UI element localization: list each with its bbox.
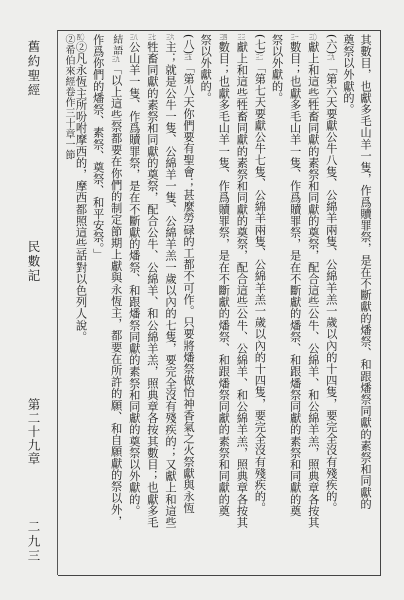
section-line <box>322 34 340 572</box>
verse-text: 祭以外獻的。 <box>199 34 213 104</box>
text-line <box>161 34 179 572</box>
section-number: (七) <box>253 34 267 55</box>
right-border <box>380 30 381 576</box>
text-line <box>232 34 250 572</box>
text-line <box>214 34 232 572</box>
section-line <box>250 34 268 572</box>
verse-number: 三四 <box>219 34 228 41</box>
verse-text: 作爲你們的燔祭、素祭、奠祭、和平安祭。」 <box>91 34 105 261</box>
text-line <box>340 34 357 572</box>
footnote: ②希伯來經卷作三十章一節 <box>63 34 74 160</box>
verse-number: 三七 <box>148 34 156 41</box>
verse-text: 其數目，也獻多毛山羊一隻，作爲贖罪祭，是在不斷獻的燔祭、和跟燔祭同獻的素祭和同獻的 <box>359 34 372 510</box>
verse-text: ②凡永恆主所吩咐摩西的，摩西都照這些話對以色列人說。 <box>74 41 88 343</box>
verse-text: 公山羊一隻、作爲贖罪祭，是在不斷獻的燔祭、和跟燔祭同獻的素祭和同獻的奠祭以外獻的。 <box>127 41 141 517</box>
verse-number: 三三 <box>237 34 246 41</box>
header-divider <box>57 30 58 575</box>
verse-number: 四〇 <box>76 34 85 41</box>
verse-text: 獻上和這些牲畜同獻的素祭和同獻的奠祭，配合這些公牛、公綿羊、和公綿羊羔，照典章各按其 <box>306 41 320 529</box>
verse-number: 三〇 <box>308 34 317 41</box>
verse-text: 奠祭以外獻的。 <box>341 34 355 116</box>
notes-heading: 結語 <box>110 34 122 56</box>
verse-text: 數目；也獻多毛山羊一隻、作爲贖罪祭，是在不斷獻的燔祭、和跟燔祭同獻的素祭和同獻的奠 <box>217 41 231 517</box>
text-line <box>304 34 322 572</box>
verse-number: 三一 <box>290 34 299 41</box>
running-header <box>20 40 50 570</box>
verse-text: 「第六天要獻公牛八隻、公綿羊兩隻、公綿羊羔一歲以內的十四隻，要完全沒有殘疾的。 <box>324 61 338 514</box>
text-line <box>197 34 214 572</box>
text-line <box>125 34 143 572</box>
scripture-text <box>74 34 374 572</box>
verse-text: 「以上這些祭都要在你們的制定節期上獻與永恆主，都要在所許的願、和自願獻的祭以外， <box>109 63 123 527</box>
verse-number: 三五 <box>184 54 192 62</box>
section-number: (八) <box>182 34 196 55</box>
text-line <box>268 34 285 572</box>
verse-text: 「第八天你們要有聖會；甚麼勞碌的工都不可作。只要將燔祭做怡神香氣之火祭獻與永恆 <box>182 61 196 514</box>
verse-text: 牲畜同獻的素祭和同獻的奠祭，配合公牛、公綿羊、和公綿羊羔，照典章各按其數目；也獻多毛 <box>145 41 159 529</box>
verse-number: 三六 <box>166 34 174 41</box>
top-border <box>58 30 380 31</box>
verse-number: 三二 <box>255 54 264 62</box>
text-line <box>90 34 107 572</box>
verse-text: 祭以外獻的。 <box>270 34 284 104</box>
page-number: 二九三 <box>26 520 41 564</box>
verse-number: 三八 <box>129 34 138 41</box>
text-line <box>143 34 161 572</box>
section-number: (六) <box>324 34 338 55</box>
verse-text: 數目；也獻多毛山羊一隻、作爲贖罪祭，是在不斷獻的燔祭、和跟燔祭同獻的素祭和同獻的奠 <box>288 41 302 517</box>
text-line <box>71 34 89 572</box>
text-line <box>107 34 125 572</box>
book-name: 民數記 <box>26 240 41 284</box>
verse-number: 二九 <box>326 54 335 62</box>
chapter-number: 第二十九章 <box>26 398 41 466</box>
verse-number: 三九 <box>111 56 120 63</box>
book-title: 舊約聖經 <box>26 40 41 98</box>
section-line <box>179 34 197 572</box>
verse-text: 獻上和這些牲畜同獻的素祭和同獻的奠祭，配合這些公牛、公綿羊、和公綿羊羔，照典章各按其 <box>235 41 249 529</box>
verse-text: 主；就是公牛一隻、公綿羊一隻、公綿羊羔一歲以內的七隻，要完全沒有殘疾的；又獻上和這些 <box>163 41 177 529</box>
verse-text: 「第七天要獻公牛七隻、公綿羊兩隻、公綿羊羔一歲以內的十四隻，要完全沒有殘疾的。 <box>253 61 267 514</box>
text-line <box>357 34 374 572</box>
bottom-border <box>58 575 380 576</box>
text-line <box>286 34 304 572</box>
